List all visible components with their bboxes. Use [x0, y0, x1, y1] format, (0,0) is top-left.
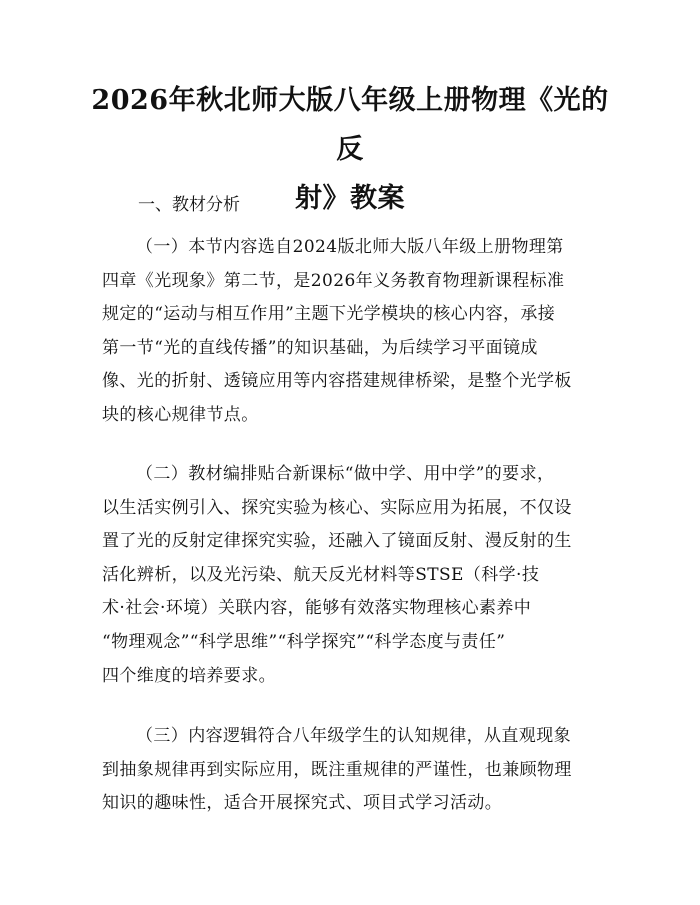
paragraph-line: 到抽象规律再到实际应用，既注重规律的严谨性，也兼顾物理	[102, 759, 572, 780]
paragraph-line: 以生活实例引入、探究实验为核心、实际应用为拓展，不仅设	[102, 497, 572, 518]
paragraph-line: 四章《光现象》第二节，是2026年义务教育物理新课程标准	[102, 270, 565, 291]
paragraph-line: “物理观念”“科学思维”“科学探究”“科学态度与责任”	[102, 631, 506, 652]
paragraph-2	[102, 458, 600, 693]
section-heading: 一、教材分析	[138, 195, 240, 215]
paragraph-line: 第一节“光的直线传播”的知识基础，为后续学习平面镜成	[102, 337, 538, 358]
paragraph-line: 置了光的反射定律探究实验，还融入了镜面反射、漫反射的生	[102, 531, 572, 552]
paragraph-line: 像、光的折射、透镜应用等内容搭建规律桥梁，是整个光学板	[102, 371, 572, 392]
paragraph-3	[102, 720, 600, 821]
paragraph-line: 术·社会·环境）关联内容，能够有效落实物理核心素养中	[102, 598, 532, 619]
paragraph-line: 知识的趣味性，适合开展探究式、项目式学习活动。	[102, 793, 503, 814]
title-line-2: 射》教案	[295, 183, 405, 214]
title-line-1: 2026年秋北师大版八年级上册物理《光的反	[91, 85, 609, 165]
paragraph-1	[102, 231, 600, 433]
paragraph-line: 四个维度的培养要求。	[102, 665, 276, 686]
paragraph-line: （二）教材编排贴合新课标“做中学、用中学”的要求，	[136, 464, 555, 484]
paragraph-line: （一）本节内容选自2024版北师大版八年级上册物理第	[136, 237, 564, 257]
paragraph-line: 活化辨析，以及光污染、航天反光材料等STSE（科学·技	[102, 564, 540, 585]
paragraph-line: 规定的“运动与相互作用”主题下光学模块的核心内容，承接	[102, 304, 556, 325]
paragraph-line: （三）内容逻辑符合八年级学生的认知规律，从直观现象	[136, 726, 571, 746]
paragraph-line: 块的核心规律节点。	[102, 404, 259, 425]
